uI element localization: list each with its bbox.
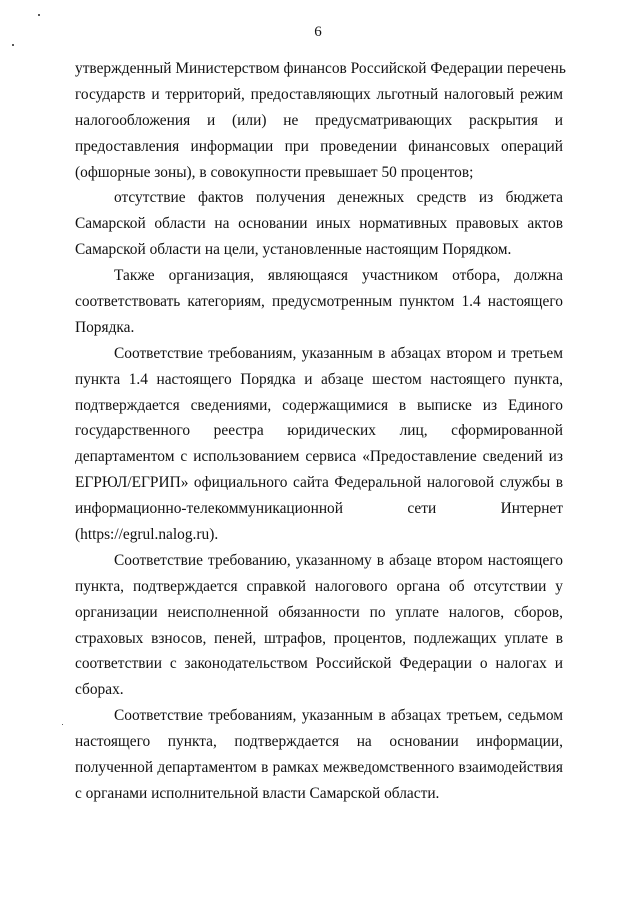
text-line: предоставления информации при проведении финансовых операций — [75, 137, 563, 155]
scan-speck — [38, 14, 40, 16]
text-line: соответствии с законодательством Российской Федерации о налогах и — [75, 655, 563, 673]
text-line: полученной департаментом в рамках межведомственного взаимодействия — [75, 759, 563, 777]
text-line: сборах. — [75, 681, 124, 699]
text-line: Соответствие требованию, указанному в абзаце втором настоящего — [114, 551, 563, 569]
text-line: организации неисполненной обязанности по уплате налогов, сборов, — [75, 603, 563, 621]
text-line: Также организация, являющаяся участником отбора, должна — [114, 267, 563, 285]
text-line: отсутствие фактов получения денежных средств из бюджета — [114, 189, 563, 207]
text-line: (https://egrul.nalog.ru). — [75, 526, 219, 544]
page-number: 6 — [314, 24, 322, 40]
text-line: подтверждается сведениями, содержащимися в выписке из Единого — [75, 396, 563, 414]
text-line: страховых взносов, пеней, штрафов, процентов, подлежащих уплате в — [75, 629, 563, 647]
text-line: настоящего пункта, подтверждается на основании информации, — [75, 733, 563, 751]
text-line: налогообложения и (или) не предусматривающих раскрытия и — [75, 111, 563, 129]
text-line: департаментом с использованием сервиса «Предоставление сведений из — [75, 448, 563, 466]
paragraph — [75, 703, 563, 807]
text-line: Самарской области на цели, установленные настоящим Порядком. — [75, 241, 512, 259]
paragraph — [75, 263, 563, 341]
text-line: ЕГРЮЛ/ЕГРИП» официального сайта Федеральной налоговой службы в — [75, 474, 563, 492]
text-line: Самарской области на основании иных нормативных правовых актов — [75, 215, 563, 233]
text-line: утвержденный Министерством финансов Российской Федерации перечень — [75, 60, 566, 77]
text-line: (офшорные зоны), в совокупности превышает 50 процентов; — [75, 163, 474, 181]
document-body — [75, 56, 566, 807]
text-line: Соответствие требованиям, указанным в абзацах третьем, седьмом — [114, 707, 563, 725]
paragraph — [75, 185, 563, 263]
text-line: с органами исполнительной власти Самарской области. — [75, 784, 440, 802]
text-line: информационно-телекоммуникационной сети Интернет — [75, 500, 563, 518]
text-line: Соответствие требованиям, указанным в абзацах втором и третьем — [114, 344, 563, 362]
paragraph — [75, 548, 563, 703]
paragraph — [75, 56, 566, 185]
scan-speck — [62, 724, 63, 725]
text-line: государств и территорий, предоставляющих льготный налоговый режим — [75, 85, 563, 103]
paragraph — [75, 341, 563, 548]
text-line: Порядка. — [75, 318, 135, 336]
text-line: пункта, подтверждается справкой налогового органа об отсутствии у — [75, 577, 563, 595]
scan-speck — [12, 44, 14, 46]
text-line: пункта 1.4 настоящего Порядка и абзаце шестом настоящего пункта, — [75, 370, 563, 388]
text-line: соответствовать категориям, предусмотренным пунктом 1.4 настоящего — [75, 293, 563, 311]
text-line: государственного реестра юридических лиц, сформированной — [75, 422, 563, 440]
